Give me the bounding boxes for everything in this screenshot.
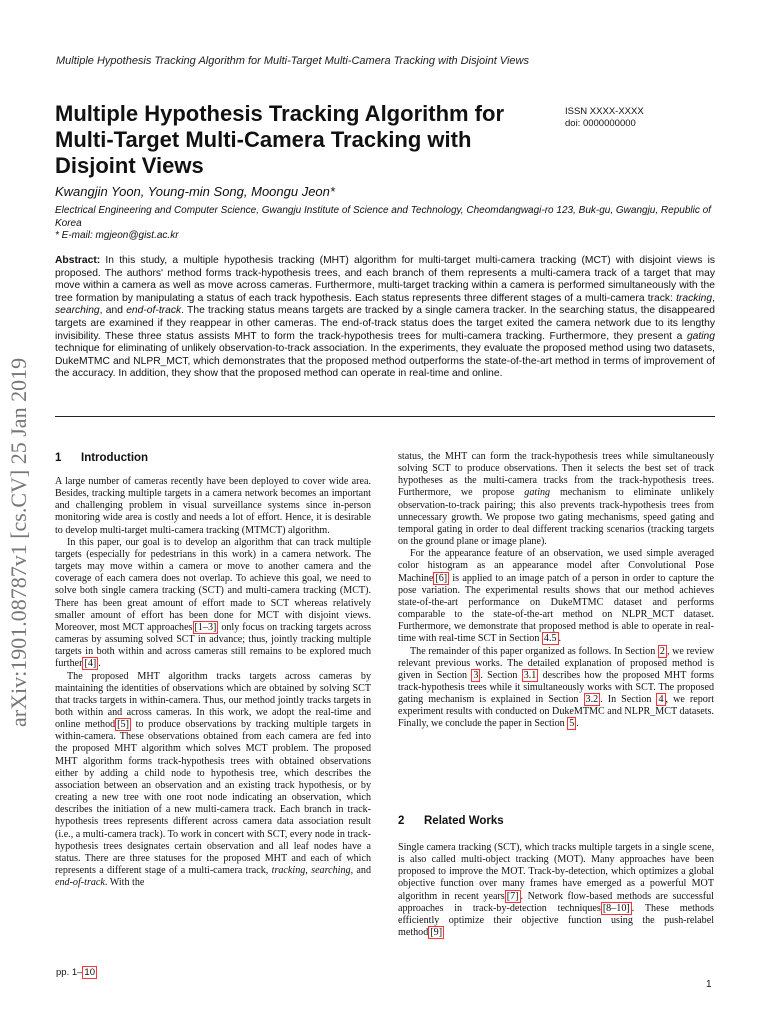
authors: Kwangjin Yoon, Young-min Song, Moongu Jeon* <box>55 184 335 199</box>
paragraph <box>398 451 714 548</box>
text: . Network flow-based methods are successful approaches in track-by-detection techniques <box>398 890 714 914</box>
text: The remainder of this paper organized as follows. In Section <box>410 645 658 657</box>
paragraph <box>398 842 714 939</box>
section-link[interactable]: 2 <box>659 645 665 657</box>
arxiv-stamp: arXiv:1901.08787v1 [cs.CV] 25 Jan 2019 <box>6 357 31 727</box>
text: . <box>576 718 579 730</box>
text: to produce observations by tracking multiple targets in within-camera. These observations obtained from each camera are fed into the proposed MHT algorithm which solves MCT problem. The proposed MHT algorithm forms track-hypothesis trees with obtained observations either by adding a child node to hypothesis tree, which describes the association between an observation and an existing track hypothesis, or by creating a new tree with one root node indicating an observation, which describes the initiation of a new multi-camera track. Each branch in track-hypothesis trees represents different across camera data association result (i.e., a multi-camera track). To work in concert with SCT, every node in track-hypothesis trees designates certain observation and all leaf nodes have a status. There are three statuses for the proposed MHT and each of which represents a different stage of a multi-camera track, <box>55 719 371 876</box>
text: describes how the proposed MHT forms track-hypothesis trees while it simultaneously works with SCT. The proposed gating mechanism is explained in Section <box>398 669 714 706</box>
text-em: tracking <box>271 865 306 876</box>
text: , <box>305 865 312 876</box>
column-right <box>398 451 714 731</box>
paragraph <box>398 548 714 645</box>
citation-link[interactable]: [6] <box>435 572 448 584</box>
text: , and <box>350 865 371 876</box>
text-em: end-of-track <box>55 877 105 889</box>
text: . With the <box>104 877 145 889</box>
citation-link[interactable]: [1–3] <box>194 621 217 633</box>
section-link[interactable]: 5 <box>569 718 575 730</box>
doi: doi: 0000000000 <box>565 118 636 129</box>
last-page-link[interactable]: 10 <box>84 967 95 978</box>
text: , we review relevant previous works. The detailed explanation of proposed method is given in Section <box>398 645 714 681</box>
citation-link[interactable]: [5] <box>117 719 129 731</box>
text: The proposed MHT algorithm tracks targets across cameras by maintaining the identities of observations which are obtained by solving SCT that tracks targets in within-camera. Thus, our method jointly tracks targets in both within and across cameras. In this work, we adopt the real-time and online method <box>55 670 371 731</box>
section-heading-related-works <box>398 815 504 827</box>
text: status, the MHT can form the track-hypothesis trees while simultaneously solving SCT to produce observations. Then it selects the best set of track hypotheses as the multi-camera tracks from the track-hypothesis trees. Furthermore, we propose <box>398 451 714 499</box>
text: only focus on tracking targets across cameras by assuming solved SCT in advance; thus, jointly tracking multiple targets in both within and across cameras still remains to be explored much further <box>55 621 371 670</box>
section-link[interactable]: 4.5 <box>543 633 557 645</box>
text: In this paper, our goal is to develop an algorithm that can track multiple targets (especially for pedestrians in this work) in a camera network. The targets may move within a camera or move to another camera and the coverage of each camera does not overlap. To achieve this goal, we need to solve both single camera tracking (SCT) and multi-camera tracking (MCT). There has been great amount of effort made to SCT whereas relatively smaller amount of effort has been done for MCT with disjoint views. Moreover, most MCT approaches <box>55 536 371 633</box>
paragraph: A large number of cameras recently have been deployed to cover wide area. Besides, tracking multiple targets in a camera network becomes an important and challenging problem in visual surveillance systems since in-person monitoring wide area is costly and needs a lot of effort. Hence, it is desirable to develop multi-target multi-camera tracking (MTMCT) algorithm. <box>55 476 371 536</box>
section-title: Related Works <box>424 815 504 827</box>
abstract-em: tracking <box>676 292 713 304</box>
paragraph <box>55 537 371 671</box>
text: . Section <box>480 669 522 681</box>
abstract-sep: , and <box>99 305 127 317</box>
paper-title: Multiple Hypothesis Tracking Algorithm for Multi-Target Multi-Camera Tracking with Disjoint Views <box>55 101 505 178</box>
section-link[interactable]: 3.1 <box>523 669 537 681</box>
running-head: Multiple Hypothesis Tracking Algorithm for Multi-Target Multi-Camera Tracking with Disjoint Views <box>56 55 529 67</box>
page-range-footer <box>56 967 97 978</box>
abstract-text: . The tracking status means targets are tracked by a single camera tracker. In the searching status, the disappeared targets are examined if they reappear in other cameras. The end-of-track status does the target exited the camera network due to its lengthy invisibility. These three status assists MHT to form the track-hypothesis trees for multi-camera tracking. Furthermore, they present a <box>55 305 715 342</box>
abstract-em: searching <box>55 305 100 317</box>
section-link[interactable]: 3 <box>473 669 479 681</box>
text: . These methods efficiently optimize their objective function using the push-relabel method <box>398 902 714 939</box>
citation-link[interactable]: [4] <box>84 658 97 670</box>
text: . In Section <box>600 694 657 706</box>
text: is applied to an image patch of a person in order to capture the pose variation. The experimental results shows that our method achieves state-of-the-art performance on DukeMTMC dataset and performs comparable to the state-of-the-art method on NLPR_MCT dataset. Furthermore, we demonstrate that proposed method is able to operate in real-time with real-time SCT in Section <box>398 572 714 645</box>
text: , we report experiment results with conducted on DukeMTMC and NLPR_MCT datasets. Finally, we conclude the paper in Section <box>398 694 715 730</box>
citation-link[interactable]: [9] <box>430 927 443 939</box>
section-title: Introduction <box>81 452 149 464</box>
abstract <box>55 255 715 381</box>
footer-text: pp. 1– <box>56 967 83 978</box>
paragraph <box>398 646 714 731</box>
section-number: 1 <box>55 452 62 464</box>
text: For the appearance feature of an observation, we used simple averaged color histogram as an appearance model after Convolutional Pose Machine <box>398 548 714 584</box>
section-link[interactable]: 4 <box>658 694 664 706</box>
abstract-text: In this study, a multiple hypothesis tracking (MHT) algorithm for multi-target multi-camera tracking (MCT) with disjoint views is proposed. The authors' method forms track-hypothesis trees, and each branch of them represents a multi-camera track of a target that may move within a camera as well as move across cameras. Furthermore, multi-target tracking within a camera is performed simultaneously with the tree formation by manipulating a status of each track hypothesis. Each status represents three different stages of a multi-camera track: <box>55 255 715 304</box>
issn-block <box>565 106 715 130</box>
issn: ISSN XXXX-XXXX <box>565 106 644 117</box>
affiliation: Electrical Engineering and Computer Science, Gwangju Institute of Science and Technology, Cheomdangwagi-ro 123, Buk-gu, Gwangju, Republic of Korea <box>55 205 711 229</box>
abstract-em: end-of-track <box>126 305 182 317</box>
section-link[interactable]: 3.2 <box>585 694 599 706</box>
text: mechanism to eliminate unlikely observation-to-track pairing; this also prevents track-hypothesis trees from unnecessary growth. We propose two gating mechanisms, speed gating and temporal gating in order to deal different tracking scenarios (tracking targets on the ground plane or image plane). <box>398 487 714 548</box>
column-left <box>55 476 371 889</box>
abstract-text: technique for eliminating of unlikely observation-to-track association. In the experiments, they evaluate the proposed method using two datasets, DukeMTMC and NLPR_MCT, which demonstrates that the proposed method outperforms the state-of-the-art method in terms of improvement of the accuracy. In addition, they show that the proposed method can operate in real-time and online. <box>55 343 715 380</box>
abstract-em: gating <box>686 330 715 342</box>
section-number: 2 <box>398 815 405 827</box>
citation-link[interactable]: [8–10] <box>602 902 630 914</box>
affiliation-block <box>55 205 715 243</box>
text-em: searching <box>311 865 351 876</box>
abstract-sep: , <box>712 292 715 304</box>
section-heading-introduction <box>55 452 148 464</box>
column-right-related <box>398 842 714 939</box>
citation-link[interactable]: [7] <box>506 890 519 902</box>
paragraph <box>55 671 371 890</box>
page-number: 1 <box>706 979 712 990</box>
abstract-divider <box>55 416 715 417</box>
text: Single camera tracking (SCT), which tracks multiple targets in a single scene, is also called multi-object tracking (MOT). Many approaches have been proposed to improve the MOT. Track-by-detection, which optimizes a global objective function over many frames have emerged as a powerful MOT algorithm in recent years <box>398 842 714 902</box>
abstract-label: Abstract: <box>55 255 101 266</box>
text: . <box>98 658 101 670</box>
email: * E-mail: mgjeon@gist.ac.kr <box>55 230 179 241</box>
text-em: gating <box>524 487 551 499</box>
text: . <box>558 633 562 645</box>
